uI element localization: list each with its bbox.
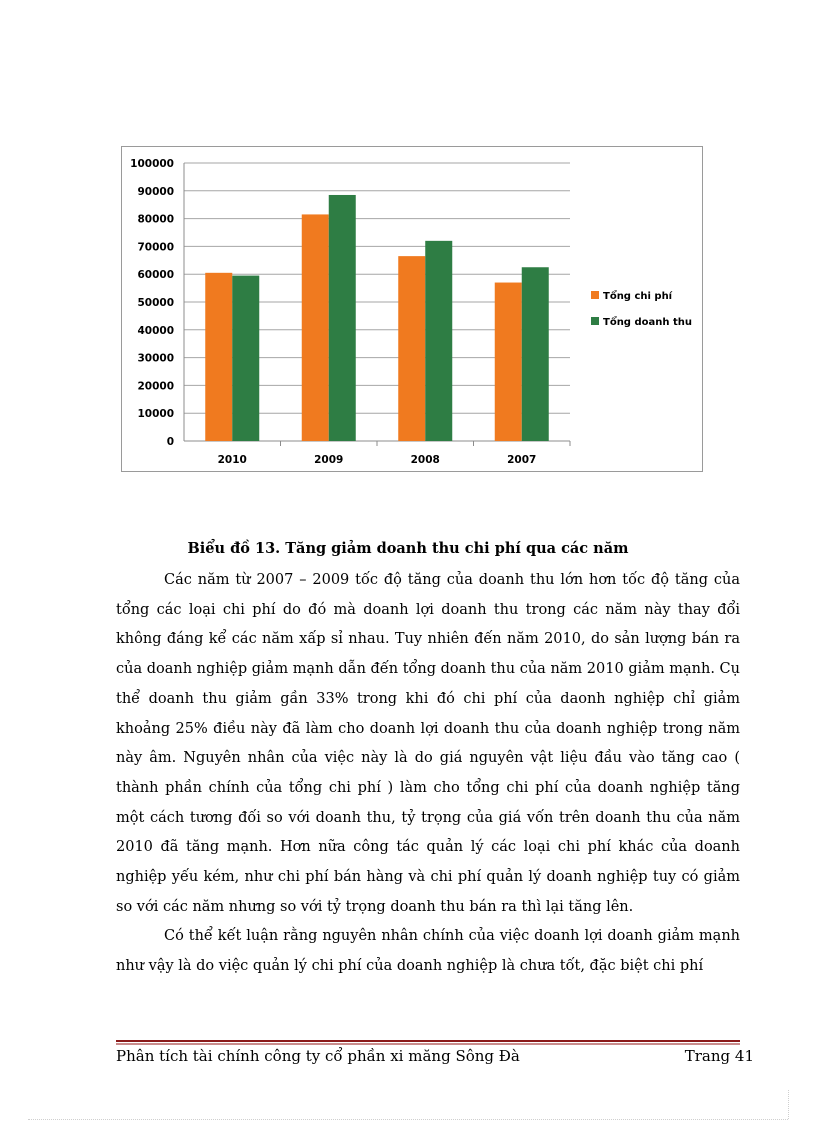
legend-swatch [591, 317, 599, 325]
bar-total-revenue [522, 267, 549, 441]
x-tick-label: 2010 [217, 454, 247, 466]
y-tick-label: 100000 [130, 158, 174, 170]
bar-total-revenue [425, 241, 452, 441]
y-tick-label: 70000 [137, 241, 174, 254]
bar-total-cost [205, 273, 232, 441]
page-edge [28, 1119, 788, 1120]
page-number: Trang 41 [684, 1047, 754, 1065]
legend-label: Tổng chi phí [603, 291, 673, 302]
bar-total-cost [302, 214, 329, 441]
footer-divider [116, 1040, 740, 1042]
y-tick-label: 80000 [137, 213, 174, 226]
y-tick-label: 30000 [137, 352, 174, 365]
y-tick-label: 90000 [137, 185, 174, 198]
bar-total-cost [495, 283, 522, 441]
y-tick-label: 60000 [137, 269, 174, 282]
x-tick-label: 2008 [410, 454, 440, 466]
chart-caption: Biểu đồ 13. Tăng giảm doanh thu chi phí qua các năm [187, 540, 629, 557]
y-tick-label: 50000 [137, 297, 174, 309]
footer-title: Phân tích tài chính công ty cổ phần xi măng Sông Đà [116, 1047, 520, 1065]
paragraph: Các năm từ 2007 – 2009 tốc độ tăng của doanh thu lớn hơn tốc độ tăng của tổng các loại chi phí do đó mà doanh lợi doanh thu trong các năm này thay đổi không đáng kể các năm xấp sỉ nhau. Tuy nhiên đến năm 2010, do sản lượng bán ra của doanh nghiệp giảm mạnh dẫn đến tổng doanh thu của năm 2010 giảm mạnh. Cụ thể doanh thu giảm gần 33% trong khi đó chi phí của daonh nghiệp chỉ giảm khoảng 25% điều này đã làm cho doanh lợi doanh thu của doanh nghiệp trong năm này âm. Nguyên nhân của việc này là do giá nguyên vật liệu đầu vào tăng cao ( thành phần chính của tổng chi phí ) làm cho tổng chi phí của doanh nghiệp tăng một cách tương đối so với doanh thu, tỷ trọng của giá vốn trên doanh thu của năm 2010 đã tăng mạnh. Hơn nữa công tác quản lý các loại chi phí khác của doanh nghiệp yếu kém, như chi phí bán hàng và chi phí quản lý doanh nghiệp tuy có giảm so với các năm nhưng so với tỷ trọng doanh thu bán ra thì lại tăng lên. [116, 572, 740, 915]
legend-swatch [591, 291, 599, 299]
bar-total-revenue [232, 276, 259, 441]
x-tick-label: 2009 [314, 454, 344, 466]
chart-canvas [122, 147, 702, 471]
bar-total-cost [398, 256, 425, 441]
y-tick-label: 0 [166, 436, 174, 448]
y-tick-label: 20000 [137, 380, 174, 393]
body-text [116, 566, 740, 982]
y-tick-label: 40000 [137, 324, 174, 337]
paragraph: Có thể kết luận rằng nguyên nhân chính của việc doanh lợi doanh giảm mạnh như vậy là do việc quản lý chi phí của doanh nghiệp là chưa tốt, đặc biệt chi phí [116, 928, 740, 975]
revenue-cost-chart [121, 146, 703, 472]
bar-total-revenue [329, 195, 356, 441]
x-tick-label: 2007 [507, 454, 537, 466]
legend-label: Tổng doanh thu [603, 317, 692, 328]
page-edge [788, 1090, 789, 1119]
y-tick-label: 10000 [137, 408, 174, 421]
